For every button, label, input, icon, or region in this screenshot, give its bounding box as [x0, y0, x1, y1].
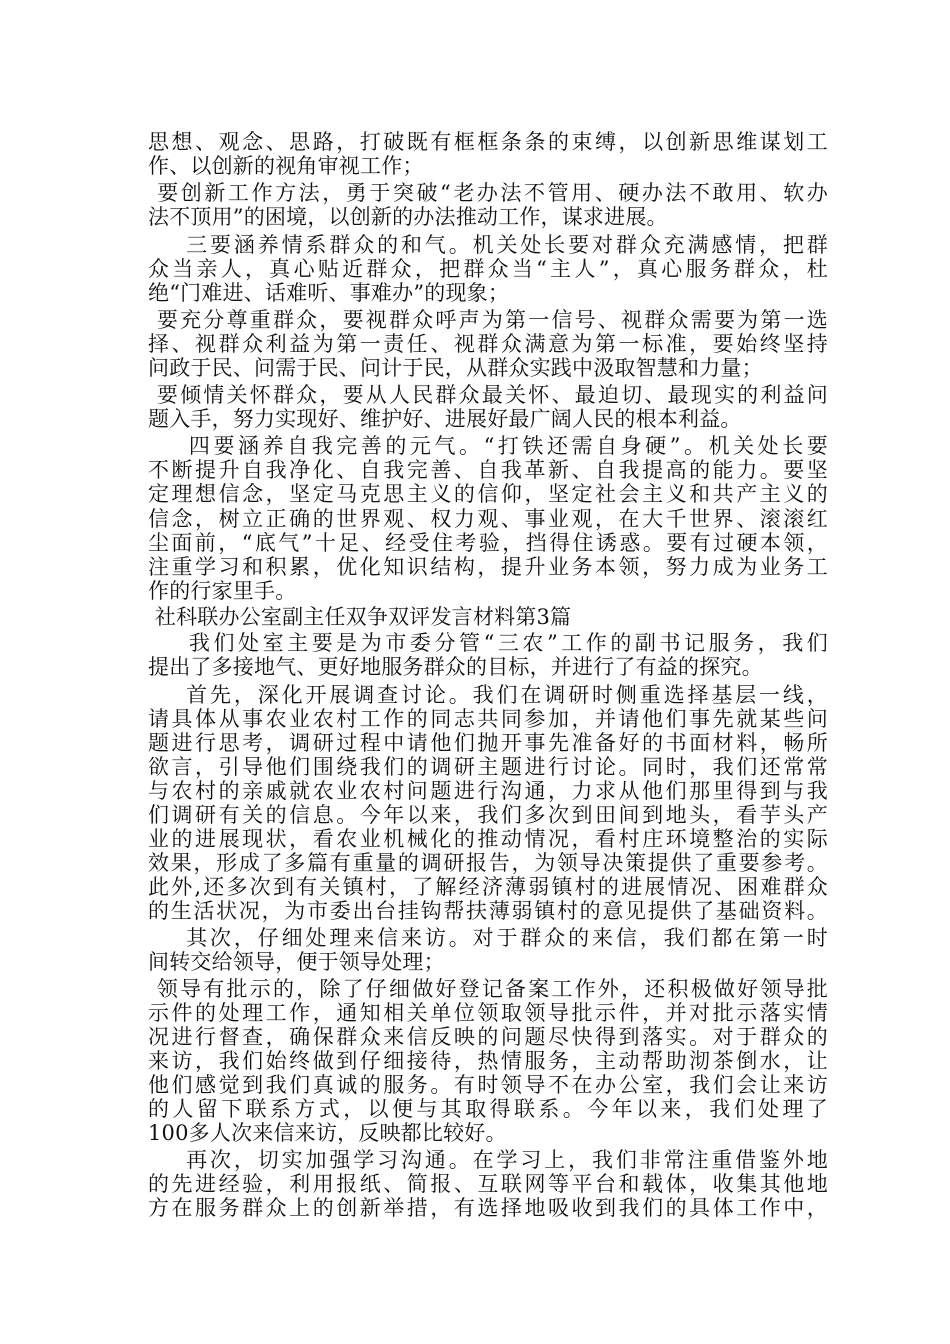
text-line: 此外,还多次到有关镇村，了解经济薄弱镇村的进展情况、困难群众 [148, 875, 828, 899]
text-line: 的先进经验，利用报纸、简报、互联网等平台和载体，收集其他地 [148, 1172, 828, 1196]
text-line: 况进行督查，确保群众来信反映的问题尽快得到落实。对于群众的 [148, 1025, 828, 1049]
text-line: 三要涵养情系群众的和气。机关处长要对群众充满感情，把群 [148, 233, 828, 257]
text-line: 示件的处理工作，通知相关单位领取领导批示件，并对批示落实情 [148, 1001, 828, 1025]
text-line: 要充分尊重群众，要视群众呼声为第一信号、视群众需要为第一选 [148, 308, 828, 332]
text-line: 尘面前，“底气”十足、经受住考验，挡得住诱惑。要有过硬本领， [148, 531, 828, 555]
text-line: 作的行家里手。 [148, 579, 297, 603]
text-line: 效果，形成了多篇有重量的调研报告，为领导决策提供了重要参考。 [148, 851, 828, 875]
text-line: 绝“门难进、话难听、事难办”的现象； [148, 281, 510, 305]
text-line: 提出了多接地气、更好地服务群众的目标，并进行了有益的探究。 [148, 655, 763, 679]
text-line: 作、以创新的视角审视工作； [148, 154, 424, 178]
text-line: 思想、观念、思路，打破既有框框条条的束缚，以创新思维谋划工 [148, 130, 828, 154]
text-line: 他们感觉到我们真诚的服务。有时领导不在办公室，我们会让来访 [148, 1073, 828, 1097]
text-line: 要倾情关怀群众，要从人民群众最关怀、最迫切、最现实的利益问 [148, 383, 828, 407]
text-line: 定理想信念，坚定马克思主义的信仰，坚定社会主义和共产主义的 [148, 482, 828, 506]
text-line: 其次，仔细处理来信来访。对于群众的来信，我们都在第一时 [148, 926, 828, 950]
text-line: 来访，我们始终做到仔细接待，热情服务，主动帮助沏茶倒水，让 [148, 1049, 828, 1073]
text-line: 四要涵养自我完善的元气。“打铁还需自身硬”。机关处长要 [148, 434, 828, 458]
text-line: 领导有批示的，除了仔细做好登记备案工作外，还积极做好领导批 [148, 977, 828, 1001]
text-line: 注重学习和积累，优化知识结构，提升业务本领，努力成为业务工 [148, 555, 828, 579]
text-line: 的人留下联系方式，以便与其取得联系。今年以来，我们处理了 [148, 1097, 828, 1121]
section-heading: 社科联办公室副主任双争双评发言材料第3篇 [148, 605, 572, 629]
text-line: 问政于民、问需于民、问计于民，从群众实践中汲取智慧和力量； [148, 356, 763, 380]
text-line: 再次，切实加强学习沟通。在学习上，我们非常注重借鉴外地 [148, 1148, 828, 1172]
text-line: 100多人次来信来访，反映都比较好。 [148, 1121, 507, 1145]
text-line: 业的进展现状，看农业机械化的推动情况，看村庄环境整治的实际 [148, 827, 828, 851]
text-line: 请具体从事农业农村工作的同志共同参加，并请他们事先就某些问 [148, 707, 828, 731]
text-line: 首先，深化开展调查讨论。我们在调研时侧重选择基层一线， [148, 683, 828, 707]
text-line: 不断提升自我净化、自我完善、自我革新、自我提高的能力。要坚 [148, 458, 828, 482]
text-line: 与农村的亲戚就农业农村问题进行沟通，力求从他们那里得到与我 [148, 779, 828, 803]
text-line: 择、视群众利益为第一责任、视群众满意为第一标准，要始终坚持 [148, 332, 828, 356]
text-line: 众当亲人，真心贴近群众，把群众当“主人”，真心服务群众，杜 [148, 257, 828, 281]
text-line: 间转交给领导，便于领导处理； [148, 950, 445, 974]
text-line: 题入手，努力实现好、维护好、进展好最广阔人民的根本利益。 [148, 407, 742, 431]
text-line: 要创新工作方法，勇于突破“老办法不管用、硬办法不敢用、软办 [148, 181, 828, 205]
text-line: 们调研有关的信息。今年以来，我们多次到田间到地头，看芋头产 [148, 803, 828, 827]
text-line: 的生活状况，为市委出台挂钩帮扶薄弱镇村的意见提供了基础资料。 [148, 899, 828, 923]
text-line: 信念，树立正确的世界观、权力观、事业观，在大千世界、滚滚红 [148, 507, 828, 531]
text-line: 欲言，引导他们围绕我们的调研主题进行讨论。同时，我们还常常 [148, 755, 828, 779]
text-line: 方在服务群众上的创新举措，有选择地吸收到我们的具体工作中， [148, 1196, 828, 1220]
text-line: 法不顶用”的困境，以创新的办法推动工作，谋求进展。 [148, 205, 668, 229]
text-line: 我们处室主要是为市委分管“三农”工作的副书记服务，我们 [148, 631, 828, 655]
text-line: 题进行思考，调研过程中请他们抛开事先准备好的书面材料，畅所 [148, 731, 828, 755]
